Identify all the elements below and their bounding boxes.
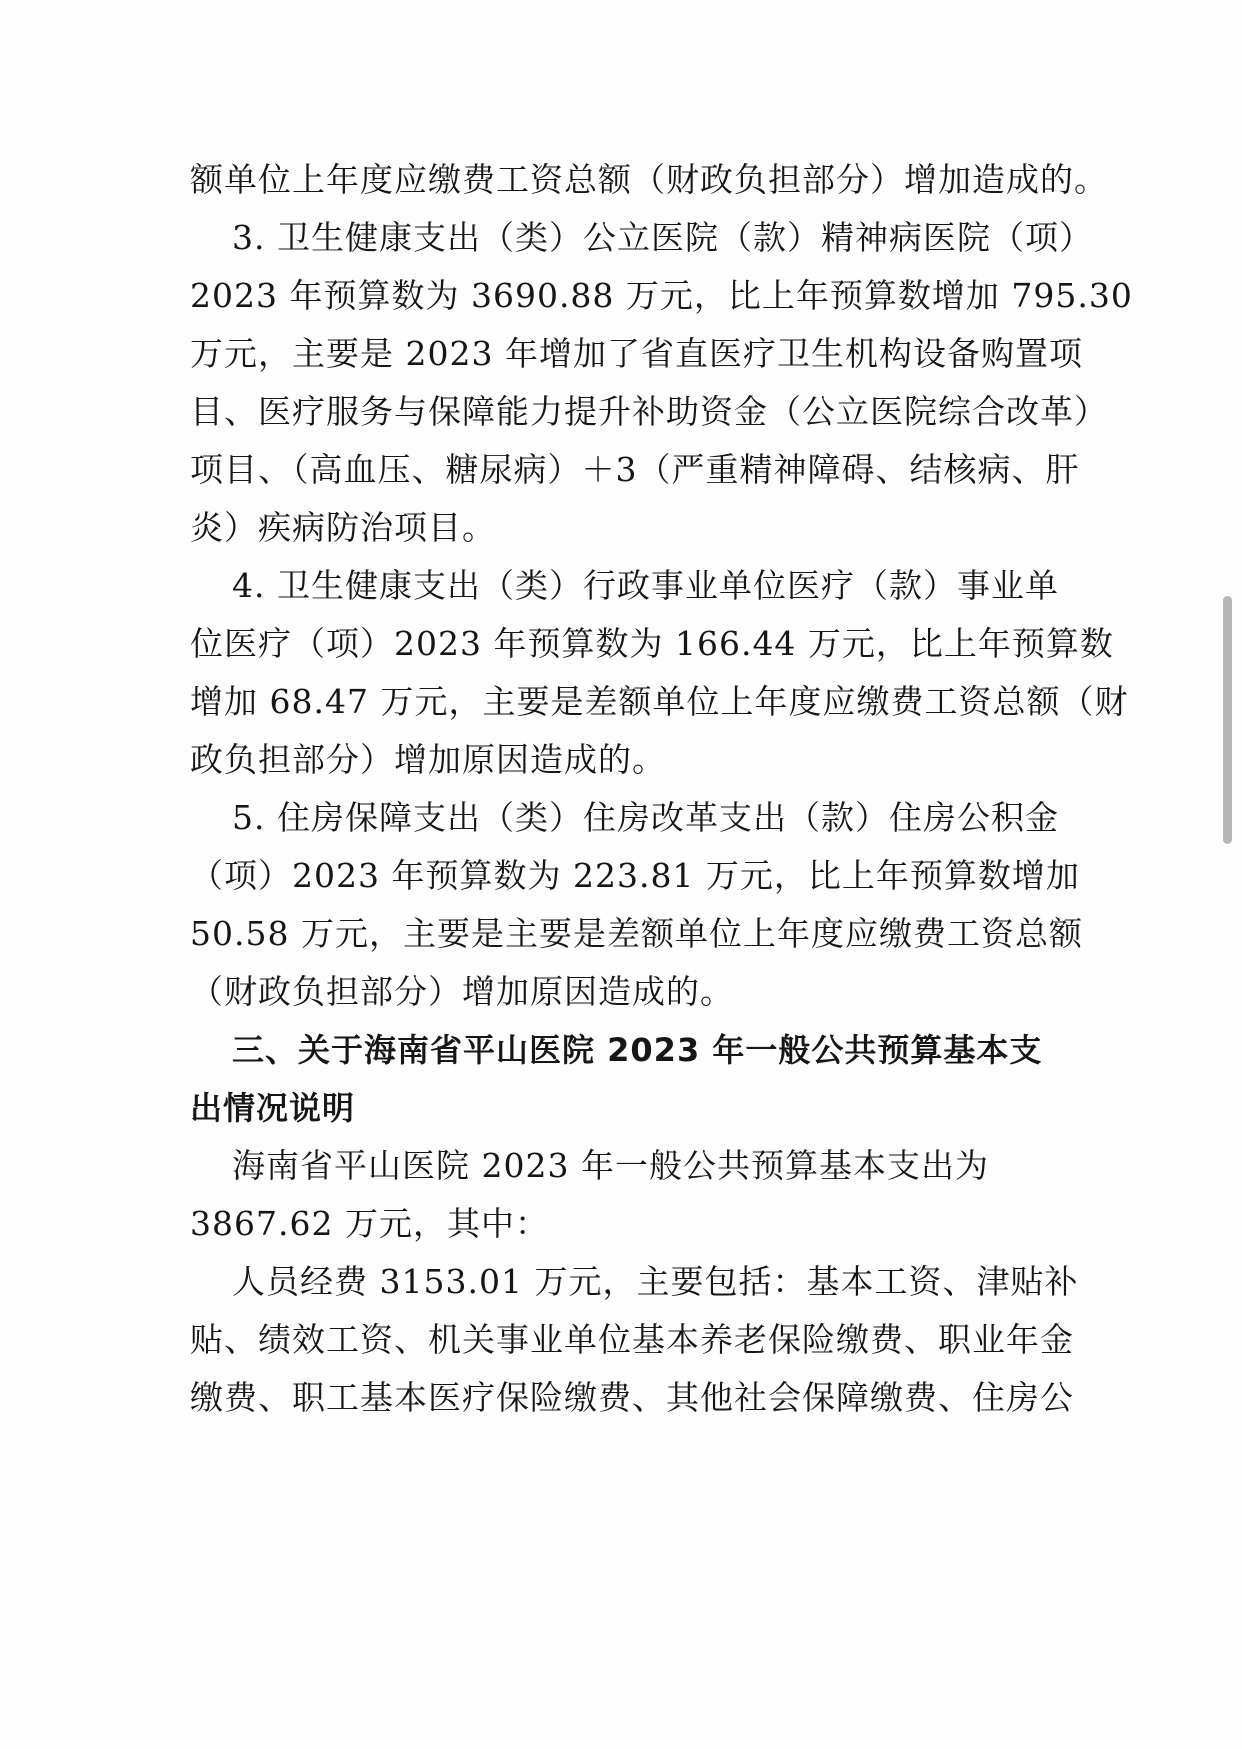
section-heading: 三、关于海南省平山医院 2023 年一般公共预算基本支: [232, 1031, 1043, 1069]
paragraph-4-line: 4. 卫生健康支出（类）行政事业单位医疗（款）事业单: [232, 566, 1059, 605]
vertical-scrollbar[interactable]: [1223, 596, 1232, 844]
text-line: 50.58 万元，主要是主要是差额单位上年度应缴费工资总额: [190, 914, 1083, 953]
text-line: 位医疗（项）2023 年预算数为 166.44 万元，比上年预算数: [190, 624, 1114, 663]
section-heading-continued: 出情况说明: [190, 1089, 356, 1127]
text-line: 炎）疾病防治项目。: [190, 508, 496, 547]
basic-expenditure-line: 海南省平山医院 2023 年一般公共预算基本支出为: [232, 1146, 989, 1185]
text-line: 3867.62 万元，其中：: [190, 1204, 549, 1243]
text-line: 2023 年预算数为 3690.88 万元，比上年预算数增加 795.30: [190, 276, 1133, 315]
text-line: 政负担部分）增加原因造成的。: [190, 740, 666, 779]
text-line: 额单位上年度应缴费工资总额（财政负担部分）增加造成的。: [190, 160, 1108, 199]
paragraph-5-line: 5. 住房保障支出（类）住房改革支出（款）住房公积金: [232, 798, 1059, 837]
text-line: 目、医疗服务与保障能力提升补助资金（公立医院综合改革）: [190, 392, 1108, 431]
text-line: （项）2023 年预算数为 223.81 万元，比上年预算数增加: [190, 856, 1080, 895]
text-line: 增加 68.47 万元，主要是差额单位上年度应缴费工资总额（财: [190, 682, 1129, 721]
text-line: （财政负担部分）增加原因造成的。: [190, 972, 734, 1011]
text-line: 万元，主要是 2023 年增加了省直医疗卫生机构设备购置项: [190, 334, 1083, 373]
text-line: 贴、绩效工资、机关事业单位基本养老保险缴费、职业年金: [190, 1320, 1074, 1359]
text-line: 缴费、职工基本医疗保险缴费、其他社会保障缴费、住房公: [190, 1378, 1074, 1417]
personnel-expenses-line: 人员经费 3153.01 万元，主要包括：基本工资、津贴补: [232, 1262, 1079, 1301]
text-line: 项目、（高血压、糖尿病）＋3（严重精神障碍、结核病、肝: [190, 450, 1080, 489]
paragraph-3-line: 3. 卫生健康支出（类）公立医院（款）精神病医院（项）: [232, 218, 1093, 257]
